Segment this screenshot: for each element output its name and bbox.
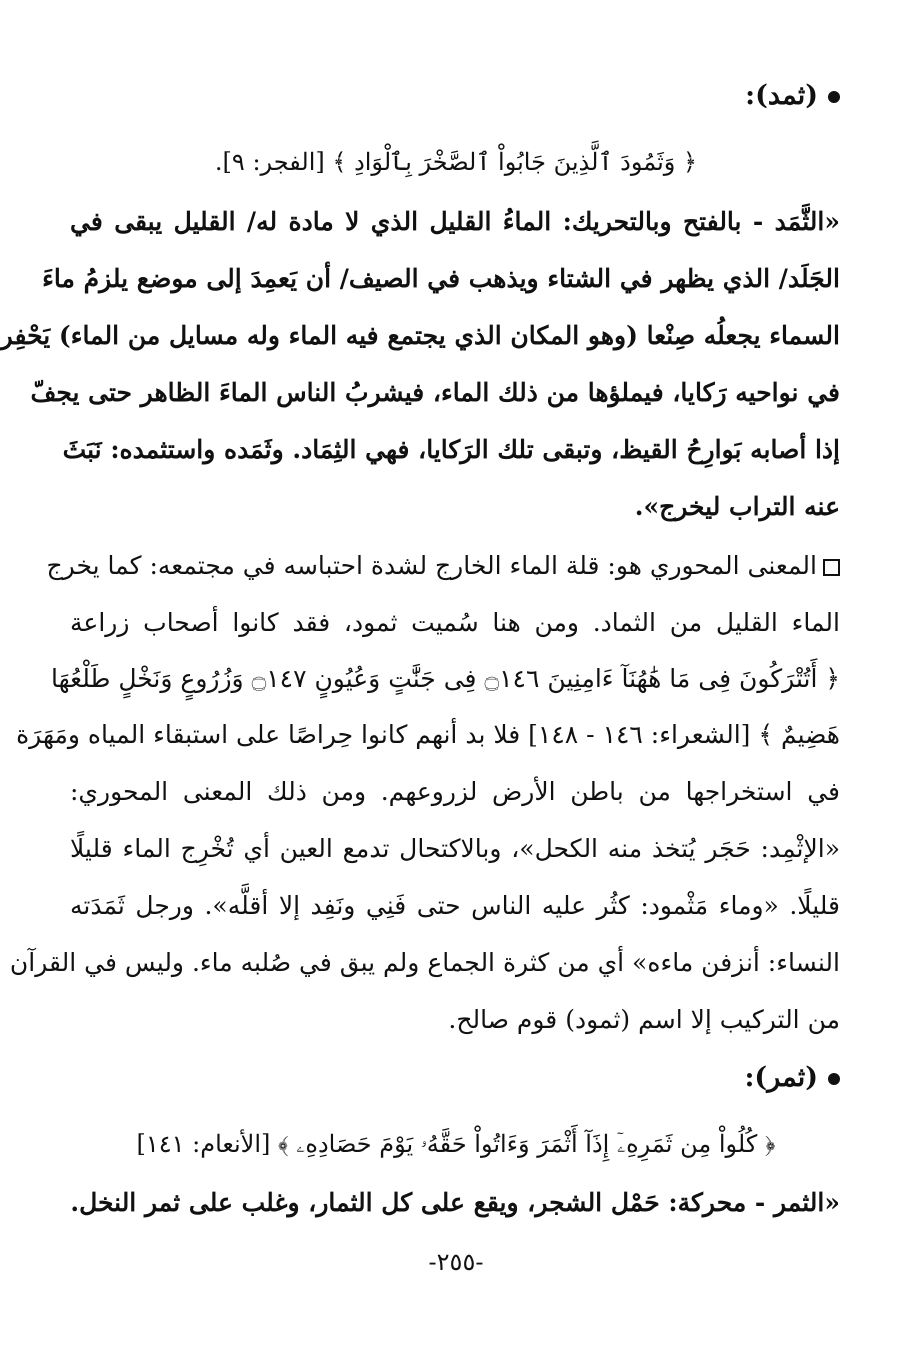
core-meaning-line: من التركيب إلا اسم (ثمود) قوم صالح. [448,1005,840,1034]
core-meaning-line: «الإثْمِد: حَجَر يُتخذ منه الكحل»، وبالاكتحال تدمع العين أي تُخْرِج الماء قليلًا [70,834,840,863]
quran-verse-anam: ﴿ كُلُواْ مِن ثَمَرِهِۦٓ إِذَآ أَثْمَرَ وَءَاتُواْ حَقَّهُۥ يَوْمَ حَصَادِهِۦ ﴾ [الأنعام: ١٤١] [136,1130,776,1158]
definition-line: عنه التراب ليخرج». [634,492,840,521]
definition-line: السماء يجعلُه صِنْعا (وهو المكان الذي يجتمع فيه الماء وله مسايل من الماء) يَحْفِر [0,321,840,350]
bullet-icon [828,91,840,103]
entry-heading-thamad: (ثمد): [745,76,840,116]
bullet-icon [828,1073,840,1085]
definition-line: الجَلَد/ الذي يظهر في الشتاء ويذهب في الصيف/ أن يَعمِدَ إلى موضع يلزمُ ماءَ [42,264,840,293]
definition-line: «الثَّمَد - بالفتح وبالتحريك: الماءُ القليل الذي لا مادة له/ القليل يبقى في [70,207,840,236]
definition-line: «الثمر - محركة: حَمْل الشجر، ويقع على كل الثمار، وغلب على ثمر النخل. [70,1188,840,1217]
core-meaning-line: قليلًا. «وماء مَثْمود: كثُر عليه الناس حتى فَنِي ونَفِد إلا أقلَّه». ورجل ثَمَدَته [70,891,840,920]
core-meaning-line: المعنى المحوري هو: قلة الماء الخارج لشدة احتباسه في مجتمعه: كما يخرج [70,546,840,590]
quran-verse-fajr: ﴿ وَثَمُودَ ٱلَّذِينَ جَابُواْ ٱلصَّخْرَ بِٱلْوَادِ ﴾ [الفجر: ٩]. [214,148,698,176]
definition-line: في نواحيه رَكايا، فيملؤها من ذلك الماء، فيشربُ الناس الماءَ الظاهر حتى يجفّ [30,378,840,407]
page-number: -٢٥٥- [428,1248,484,1276]
core-meaning-line: الماء القليل من الثماد. ومن هنا سُميت ثمود، فقد كانوا أصحاب زراعة [70,608,840,637]
core-meaning-line: هَضِيمٌ ﴾ [الشعراء: ١٤٦ - ١٤٨] فلا بد أنهم كانوا حِراصًا على استبقاء المياه ومَهَرَة [16,720,840,749]
entry-heading-thamar: (ثمر): [744,1058,840,1098]
definition-line: إذا أصابه بَوارِحُ القيظ، وتبقى تلك الرَكايا، فهي الثِمَاد. وثَمَده واستثمده: نَبَثَ [62,435,840,464]
square-box-icon [823,559,840,576]
core-meaning-line: في استخراجها من باطن الأرض لزروعهم. ومن ذلك المعنى المحوري: [70,777,840,806]
core-meaning-line: النساء: أنزفن ماءه» أي من كثرة الجماع ولم يبق في صُلبه ماء. وليس في القرآن [9,948,840,977]
quran-verse-shuara: ﴿ أَتُتْرَكُونَ فِى مَا هَٰهُنَآ ءَامِنِينَ ۝١٤٦ فِى جَنَّٰتٍ وَعُيُونٍ ۝١٤٧ وَزُرُوعٍ وَنَخْلٍ طَلْعُهَا [51,664,840,693]
